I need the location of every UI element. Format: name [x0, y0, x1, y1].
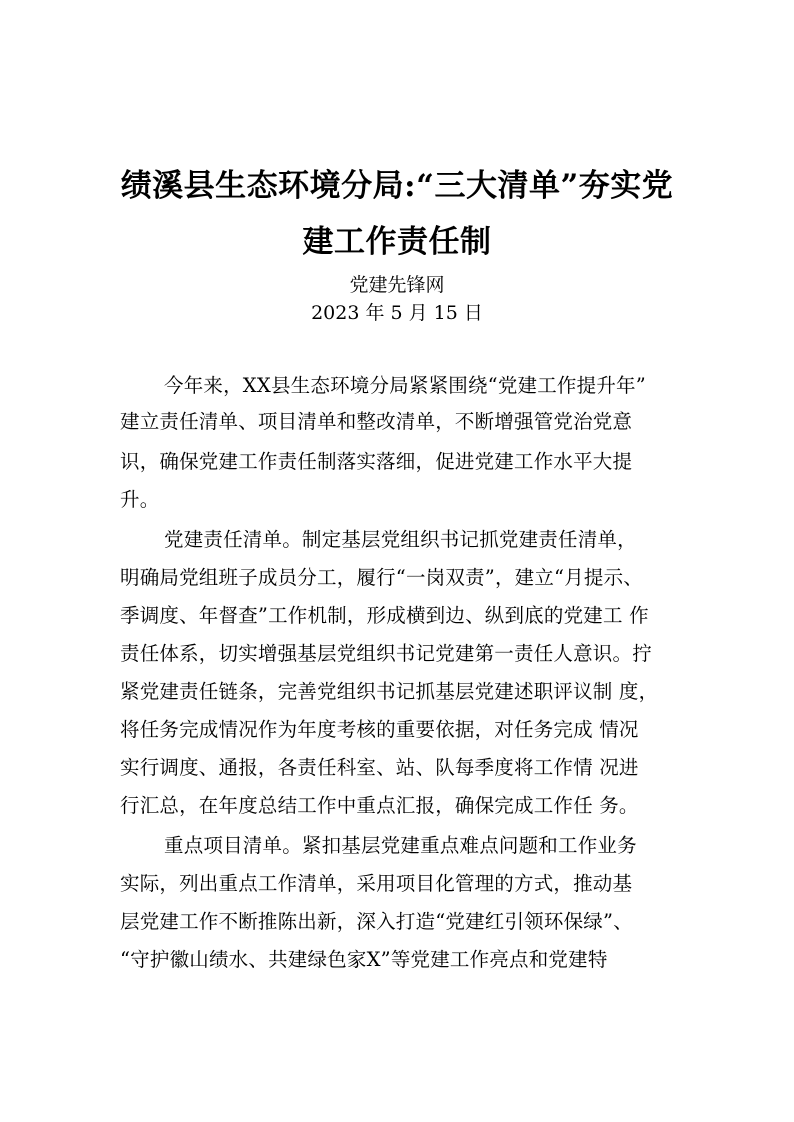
article-date: 2023 年 5 月 15 日 [311, 302, 483, 324]
paragraph-2-line-4: 责任体系，切实增强基层党组织书记党建第一责任人意识。拧 [120, 642, 652, 665]
article-source: 党建先锋网 [349, 274, 445, 296]
paragraph-1-line-3: 识，确保党建工作责任制落实落细，促进党建工作水平大提 [120, 450, 633, 473]
paragraph-3-line-3: 层党建工作不断推陈出新，深入打造“党建红引领环保绿”、 [120, 910, 633, 933]
paragraph-2-line-7: 实行调度、通报，各责任科室、站、队每季度将工作情 况进 [120, 756, 639, 779]
paragraph-2-line-2: 明确局党组班子成员分工，履行“一岗双责”，建立“月提示、 [120, 566, 644, 589]
paragraph-1-line-4: 升。 [120, 488, 160, 511]
paragraph-2-line-1: 党建责任清单。制定基层党组织书记抓党建责任清单， [164, 528, 637, 551]
article-title-line-2: 建工作责任制 [302, 224, 492, 260]
paragraph-3-line-4: “守护徽山绩水、共建绿色家X”等党建工作亮点和党建特 [120, 948, 608, 971]
article-title-line-1: 绩溪县生态环境分局:“三大清单”夯实党 [120, 168, 674, 204]
paragraph-1-line-2: 建立责任清单、项目清单和整改清单，不断增强管党治党意 [120, 410, 633, 433]
paragraph-3-line-2: 实际，列出重点工作清单，采用项目化管理的方式，推动基 [120, 872, 633, 895]
paragraph-2-line-5: 紧党建责任链条，完善党组织书记抓基层党建述职评议制 度， [120, 680, 659, 703]
paragraph-2-line-8: 行汇总，在年度总结工作中重点汇报，确保完成工作任 务。 [120, 794, 639, 817]
paragraph-3-line-1: 重点项目清单。紧扣基层党建重点难点问题和工作业务 [164, 834, 637, 857]
paragraph-1-line-1: 今年来，XX县生态环境分局紧紧围绕“党建工作提升年” [164, 374, 646, 397]
paragraph-2-line-3: 季调度、年督查”工作机制，形成横到边、纵到底的党建工 作 [120, 604, 649, 627]
paragraph-2-line-6: 将任务完成情况作为年度考核的重要依据，对任务完成 情况 [120, 718, 639, 741]
